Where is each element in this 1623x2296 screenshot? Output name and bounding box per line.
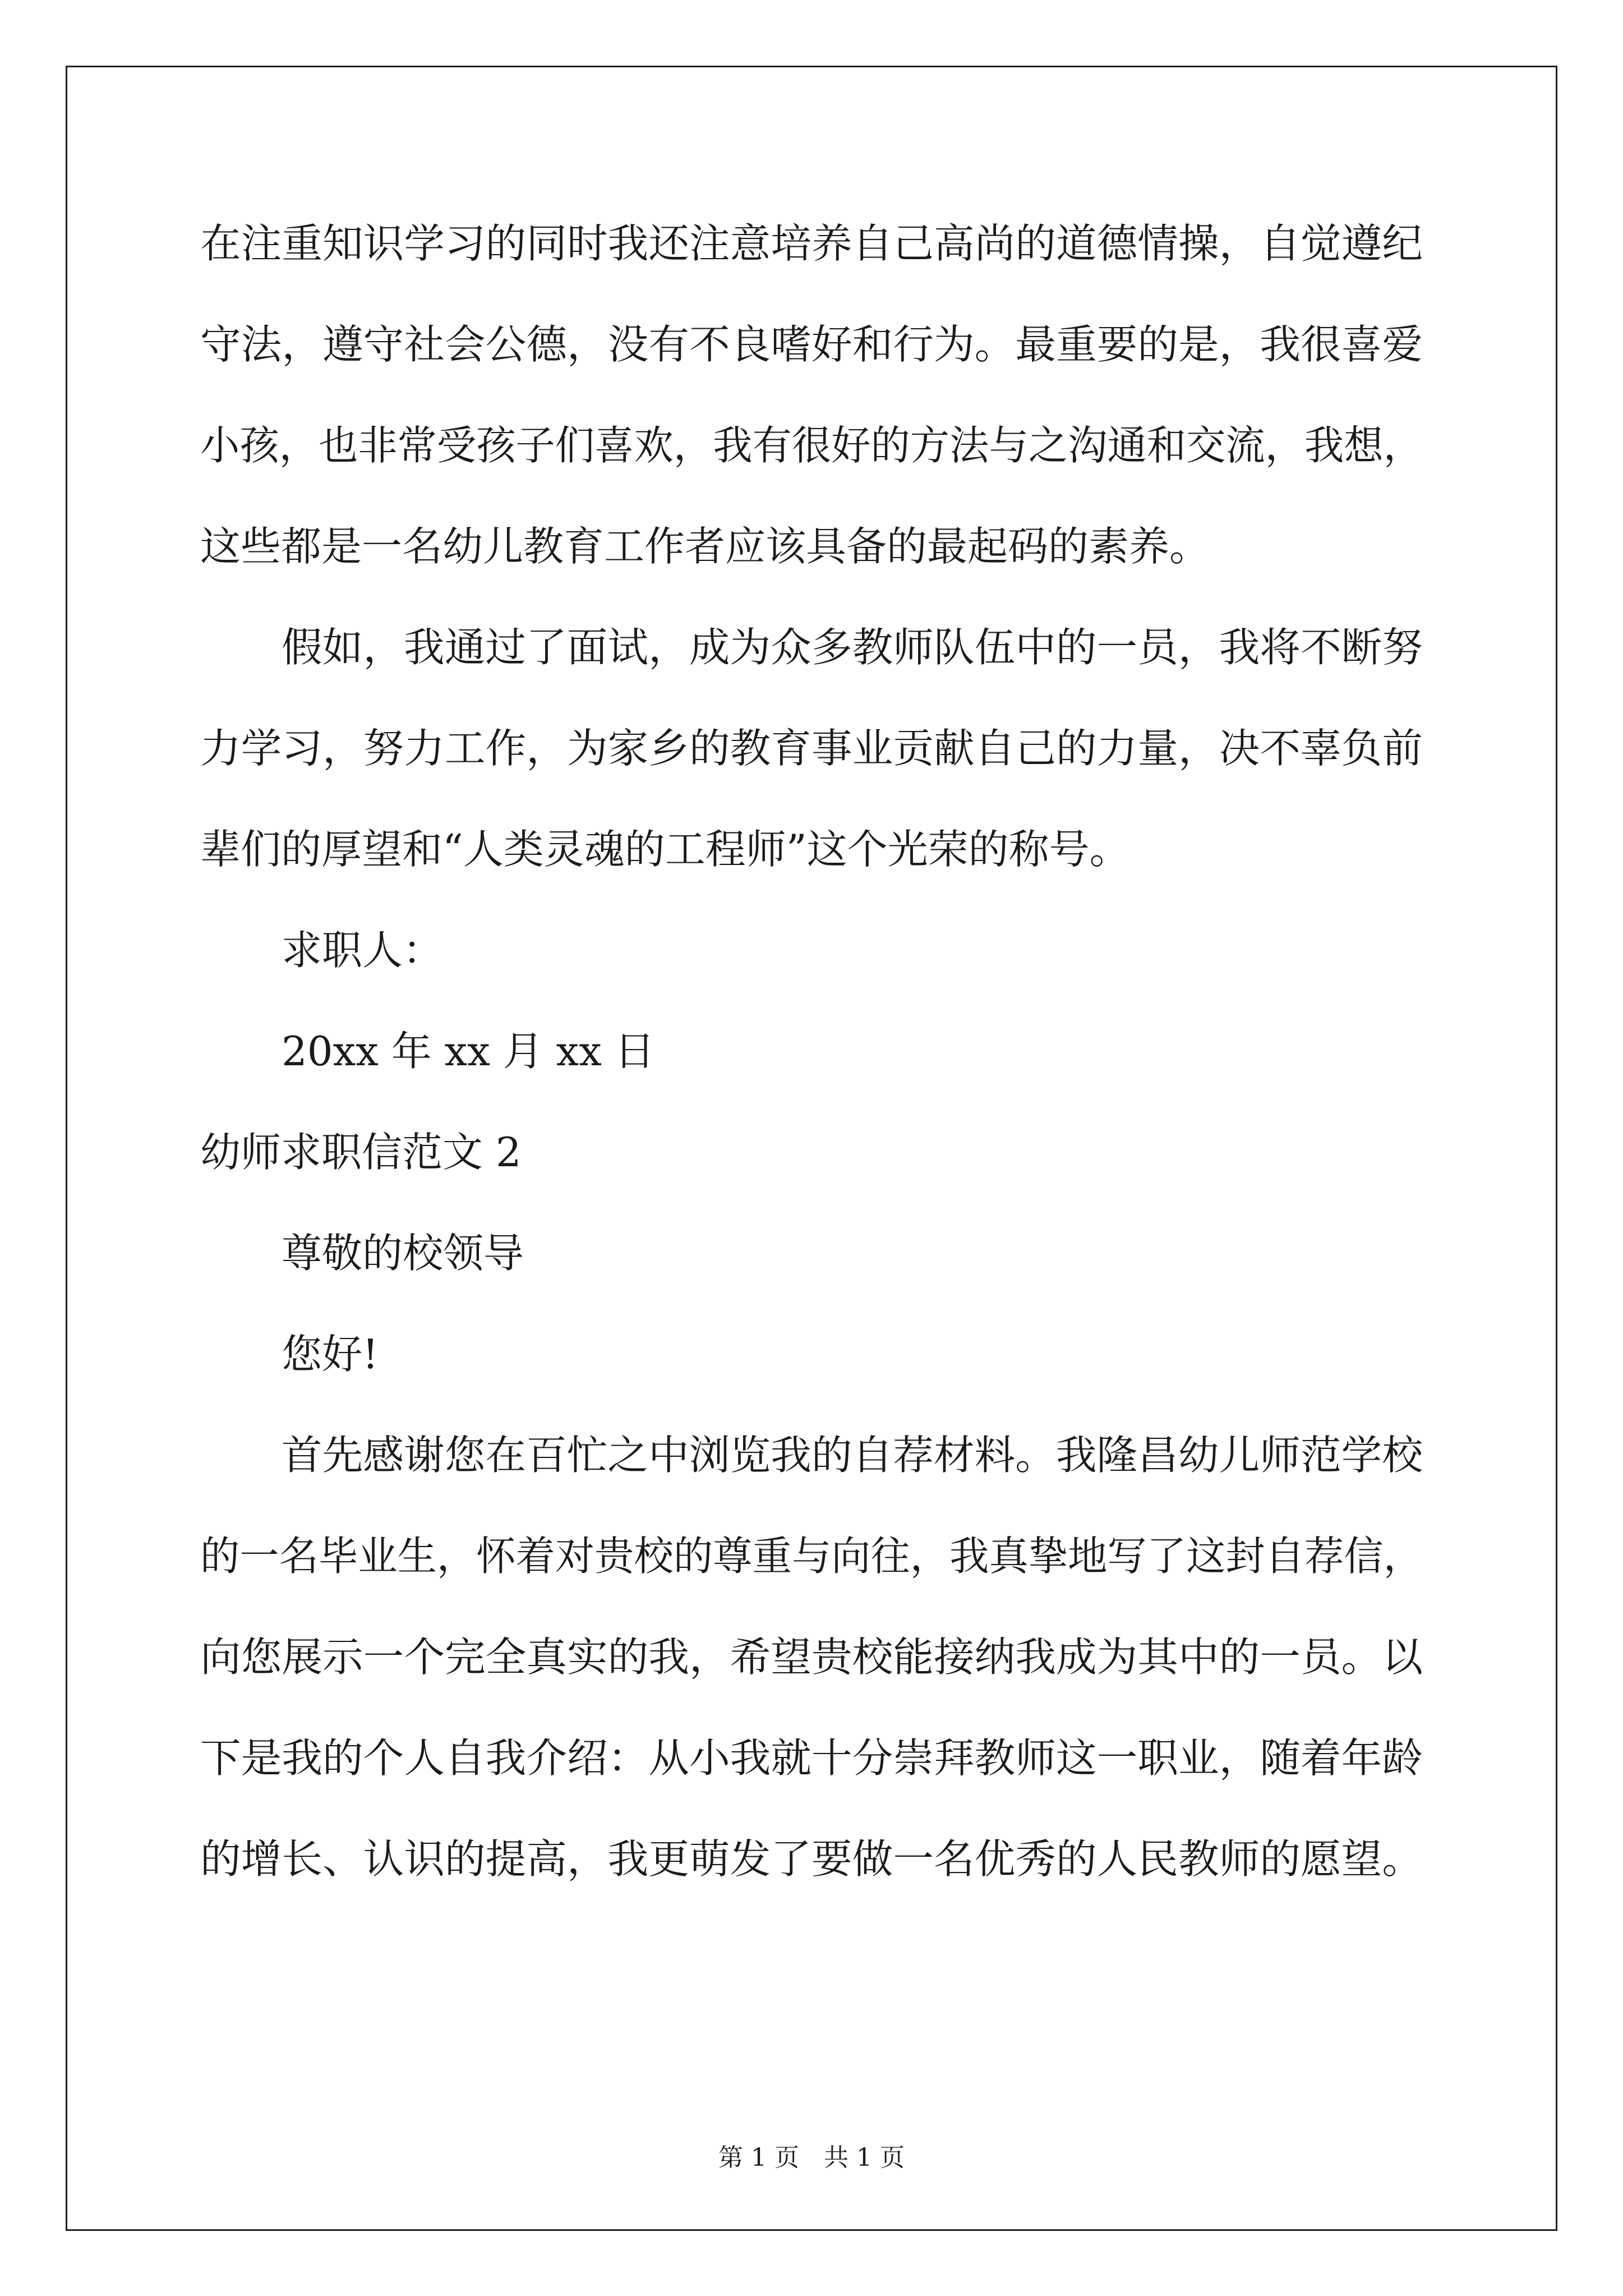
page-footer: 第 1 页 共 1 页 [718, 2143, 905, 2172]
text-line: 在注重知识学习的同时我还注意培养自己高尚的道德情操，自觉遵纪 [200, 220, 1423, 267]
text-line: 向您展示一个完全真实的我，希望贵校能接纳我成为其中的一员。以 [200, 1634, 1423, 1681]
text-line: 的增长、认识的提高，我更萌发了要做一名优秀的人民教师的愿望。 [200, 1835, 1423, 1883]
text-line: 力学习，努力工作，为家乡的教育事业贡献自己的力量，决不辜负前 [200, 725, 1423, 772]
text-line: 假如，我通过了面试，成为众多教师队伍中的一员，我将不断努 [282, 624, 1423, 671]
signature-label: 求职人： [282, 927, 444, 974]
text-line: 守法，遵守社会公德，没有不良嗜好和行为。最重要的是，我很喜爱 [200, 321, 1423, 368]
greeting: 您好! [282, 1331, 379, 1378]
section-title: 幼师求职信范文 2 [200, 1129, 522, 1176]
text-line: 的一名毕业生，怀着对贵校的尊重与向往，我真挚地写了这封自荐信， [200, 1533, 1423, 1580]
letter-date: 20xx 年 xx 月 xx 日 [282, 1028, 655, 1075]
salutation: 尊敬的校领导 [282, 1230, 524, 1277]
text-line: 这些都是一名幼儿教育工作者应该具备的最起码的素养。 [200, 523, 1210, 570]
text-line: 下是我的个人自我介绍：从小我就十分崇拜教师这一职业，随着年龄 [200, 1734, 1423, 1782]
text-line: 辈们的厚望和“人类灵魂的工程师”这个光荣的称号。 [200, 826, 1130, 873]
text-line: 小孩，也非常受孩子们喜欢，我有很好的方法与之沟通和交流，我想， [200, 422, 1423, 469]
text-line: 首先感谢您在百忙之中浏览我的自荐材料。我隆昌幼儿师范学校 [282, 1432, 1423, 1479]
